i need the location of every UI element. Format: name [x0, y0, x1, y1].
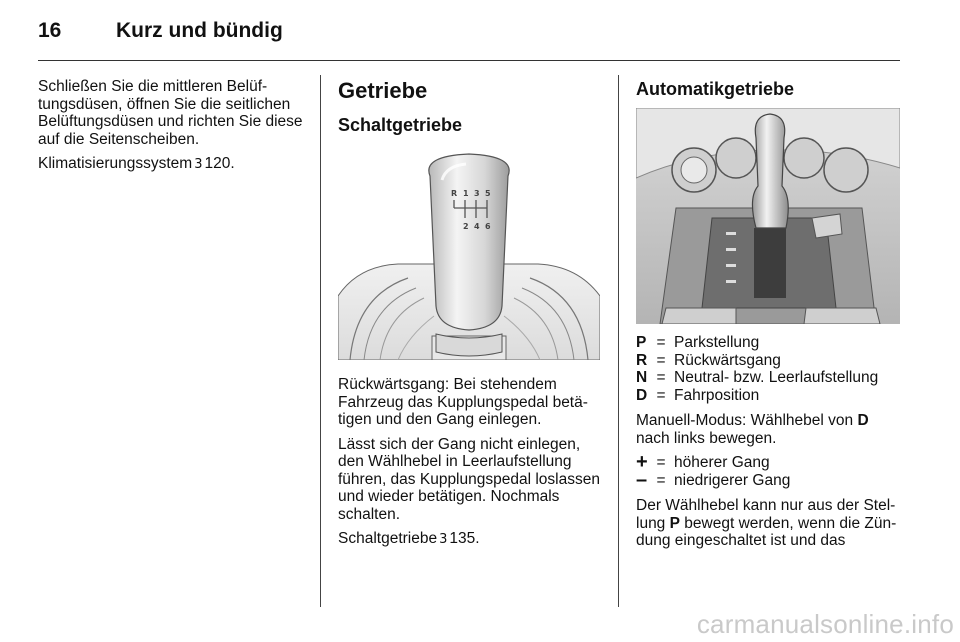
gear-not-engaging-paragraph: Lässt sich der Gang nicht einlegen, den Wählhebel in Leerlaufstellung führen, das Kupplungspedal loslassen und wieder betätigen. Nochmals schalten. — [338, 435, 600, 523]
section-heading: Getriebe — [338, 78, 428, 103]
list-item — [636, 369, 878, 387]
shift-label-5: 5 — [485, 189, 491, 198]
subsection-heading: Schaltgetriebe — [338, 115, 463, 135]
column-divider-2 — [618, 75, 619, 607]
position-label: Fahrposition — [674, 386, 760, 404]
list-item — [636, 334, 878, 352]
position-key: R — [636, 351, 648, 369]
ignition-paragraph — [636, 497, 904, 550]
position-label: Parkstellung — [674, 334, 760, 351]
gear-label: niedrigerer Gang — [674, 471, 791, 489]
watermark: carmanualsonline.info — [696, 609, 954, 639]
manual-reference-page: 135. — [449, 530, 480, 547]
ignition-key: P — [669, 514, 680, 532]
column-1 — [38, 78, 306, 181]
page-reference-icon: 3 — [194, 157, 203, 172]
selector-positions-list — [636, 334, 878, 404]
page-title: Kurz und bündig — [116, 19, 283, 42]
ignition-text-2: bewegt werden, wenn die Zündung eingeschaltet ist und das — [636, 514, 897, 549]
header-rule — [38, 60, 900, 61]
automatic-heading: Automatikgetriebe — [636, 79, 795, 99]
automatic-selector-illustration — [636, 108, 900, 324]
ignition-text-1: Der Wählhebel kann nur aus der Stellung — [636, 497, 896, 532]
equals-sign: = — [656, 369, 666, 386]
manual-mode-text-2: nach links bewegen. — [636, 429, 777, 447]
shift-label-1: 1 — [463, 189, 469, 198]
plus-icon: + — [636, 451, 648, 473]
equals-sign: = — [656, 386, 666, 404]
gear-change-list — [636, 451, 791, 491]
minus-icon: – — [636, 468, 648, 491]
column-3 — [636, 78, 904, 557]
position-key: D — [636, 386, 648, 404]
list-item — [636, 387, 878, 405]
shift-label-3: 3 — [474, 189, 480, 198]
climate-reference-text: Klimatisierungssystem — [38, 155, 193, 172]
equals-sign: = — [656, 454, 666, 471]
manual-mode-text: Manuell-Modus: Wählhebel von — [636, 412, 854, 429]
manual-mode-paragraph — [636, 412, 904, 447]
gear-knob-illustration — [338, 146, 600, 360]
equals-sign: = — [656, 351, 666, 369]
list-item — [636, 472, 790, 490]
automatic-selector-figure — [636, 108, 900, 324]
equals-sign: = — [656, 334, 666, 351]
manual-gear-knob-figure — [338, 146, 600, 360]
manual-reference — [338, 530, 606, 549]
column-divider-1 — [320, 75, 321, 607]
equals-sign: = — [656, 471, 666, 489]
list-item — [636, 352, 878, 370]
shift-label-4: 4 — [474, 222, 480, 231]
page-number: 16 — [38, 19, 62, 42]
climate-reference-page: 120. — [204, 155, 235, 172]
position-key: P — [636, 334, 647, 351]
manual-mode-key: D — [857, 412, 869, 429]
manual-reference-text: Schaltgetriebe — [338, 530, 438, 547]
position-label: Rückwärtsgang — [674, 351, 781, 369]
shift-label-6: 6 — [485, 222, 491, 231]
page-header — [38, 19, 283, 43]
shift-label-R: R — [451, 189, 458, 198]
page-reference-icon: 3 — [439, 532, 448, 547]
shift-label-2: 2 — [463, 222, 469, 231]
ventilation-paragraph: Schließen Sie die mittleren Belüftungsdüsen, öffnen Sie die seitlichen Belüftungsdüsen und richten Sie diese auf die Seitenscheiben. — [38, 78, 303, 148]
gear-label: höherer Gang — [674, 454, 770, 471]
climate-reference — [38, 155, 306, 174]
list-item — [636, 454, 790, 472]
position-label: Neutral- bzw. Leerlaufstellung — [674, 369, 879, 386]
position-key: N — [636, 369, 648, 386]
reverse-gear-paragraph: Rückwärtsgang: Bei stehendem Fahrzeug das Kupplungspedal betätigen und den Gang einlegen. — [338, 376, 588, 428]
column-2 — [338, 78, 606, 556]
